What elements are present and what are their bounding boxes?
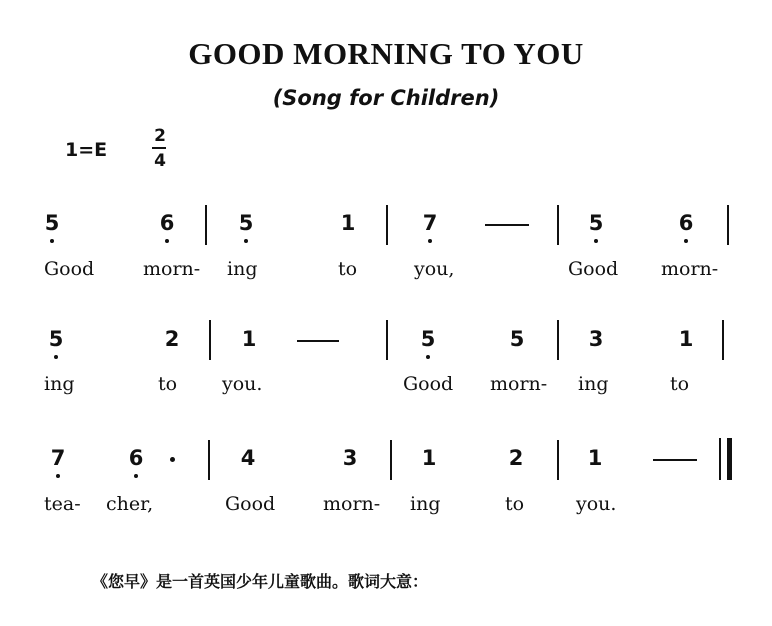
lyric-syllable: morn- [661,258,719,280]
bar-line [209,320,211,360]
time-signature-top: 2 [154,126,166,146]
note: 6 [678,211,694,235]
note: 5 [44,211,60,235]
bar-line [557,205,559,245]
lyric-syllable: ing [44,373,75,395]
note: 5 [420,327,436,351]
note: 5 [509,327,525,351]
lyric-syllable: ing [578,373,609,395]
note: 7 [50,446,66,470]
bar-line [386,205,388,245]
low-octave-dot [134,474,138,478]
note: 5 [588,211,604,235]
bar-line [208,440,210,480]
bar-line [557,440,559,480]
note: 1 [421,446,437,470]
lyric-syllable: Good [225,493,276,515]
note: 5 [48,327,64,351]
note: 3 [342,446,358,470]
note: 4 [240,446,256,470]
low-octave-dot [165,239,169,243]
sustain-dash [297,340,339,342]
key-signature: 1=E [65,139,108,161]
lyric-syllable: morn- [490,373,548,395]
lyric-syllable: to [338,258,358,280]
note: 2 [164,327,180,351]
time-signature-divider [152,147,166,149]
note: 2 [508,446,524,470]
lyric-syllable: morn- [143,258,201,280]
bar-line [727,205,729,245]
note: 7 [422,211,438,235]
note: 1 [678,327,694,351]
song-title: GOOD MORNING TO YOU [188,36,584,71]
low-octave-dot [54,355,58,359]
lyric-syllable: to [158,373,178,395]
lyric-syllable: you. [576,493,617,515]
final-bar-thick [727,438,732,480]
note: 3 [588,327,604,351]
bar-line [386,320,388,360]
low-octave-dot [594,239,598,243]
sustain-dash [653,459,697,461]
lyric-syllable: Good [403,373,454,395]
note: 6 [128,446,144,470]
lyric-syllable: Good [44,258,95,280]
lyric-syllable: you, [414,258,455,280]
sustain-dash [485,224,529,226]
footnote: 《您早》是一首英国少年儿童歌曲。歌词大意： [92,572,429,591]
lyric-syllable: morn- [323,493,381,515]
lyric-syllable: tea- [44,493,81,515]
bar-line [390,440,392,480]
note: 5 [238,211,254,235]
low-octave-dot [56,474,60,478]
bar-line [722,320,724,360]
bar-line [557,320,559,360]
lyric-syllable: to [670,373,690,395]
note: 6 [159,211,175,235]
lyric-syllable: ing [410,493,441,515]
note: 1 [340,211,356,235]
augmentation-dot [170,457,175,462]
note: 1 [241,327,257,351]
bar-line [205,205,207,245]
low-octave-dot [428,239,432,243]
low-octave-dot [244,239,248,243]
low-octave-dot [426,355,430,359]
song-subtitle: (Song for Children) [272,86,500,110]
note: 1 [587,446,603,470]
lyric-syllable: to [505,493,525,515]
low-octave-dot [684,239,688,243]
lyric-syllable: Good [568,258,619,280]
lyric-syllable: cher, [106,493,154,515]
low-octave-dot [50,239,54,243]
lyric-syllable: you. [222,373,263,395]
lyric-syllable: ing [227,258,258,280]
final-bar-thin [719,438,721,480]
time-signature-bottom: 4 [154,151,166,171]
